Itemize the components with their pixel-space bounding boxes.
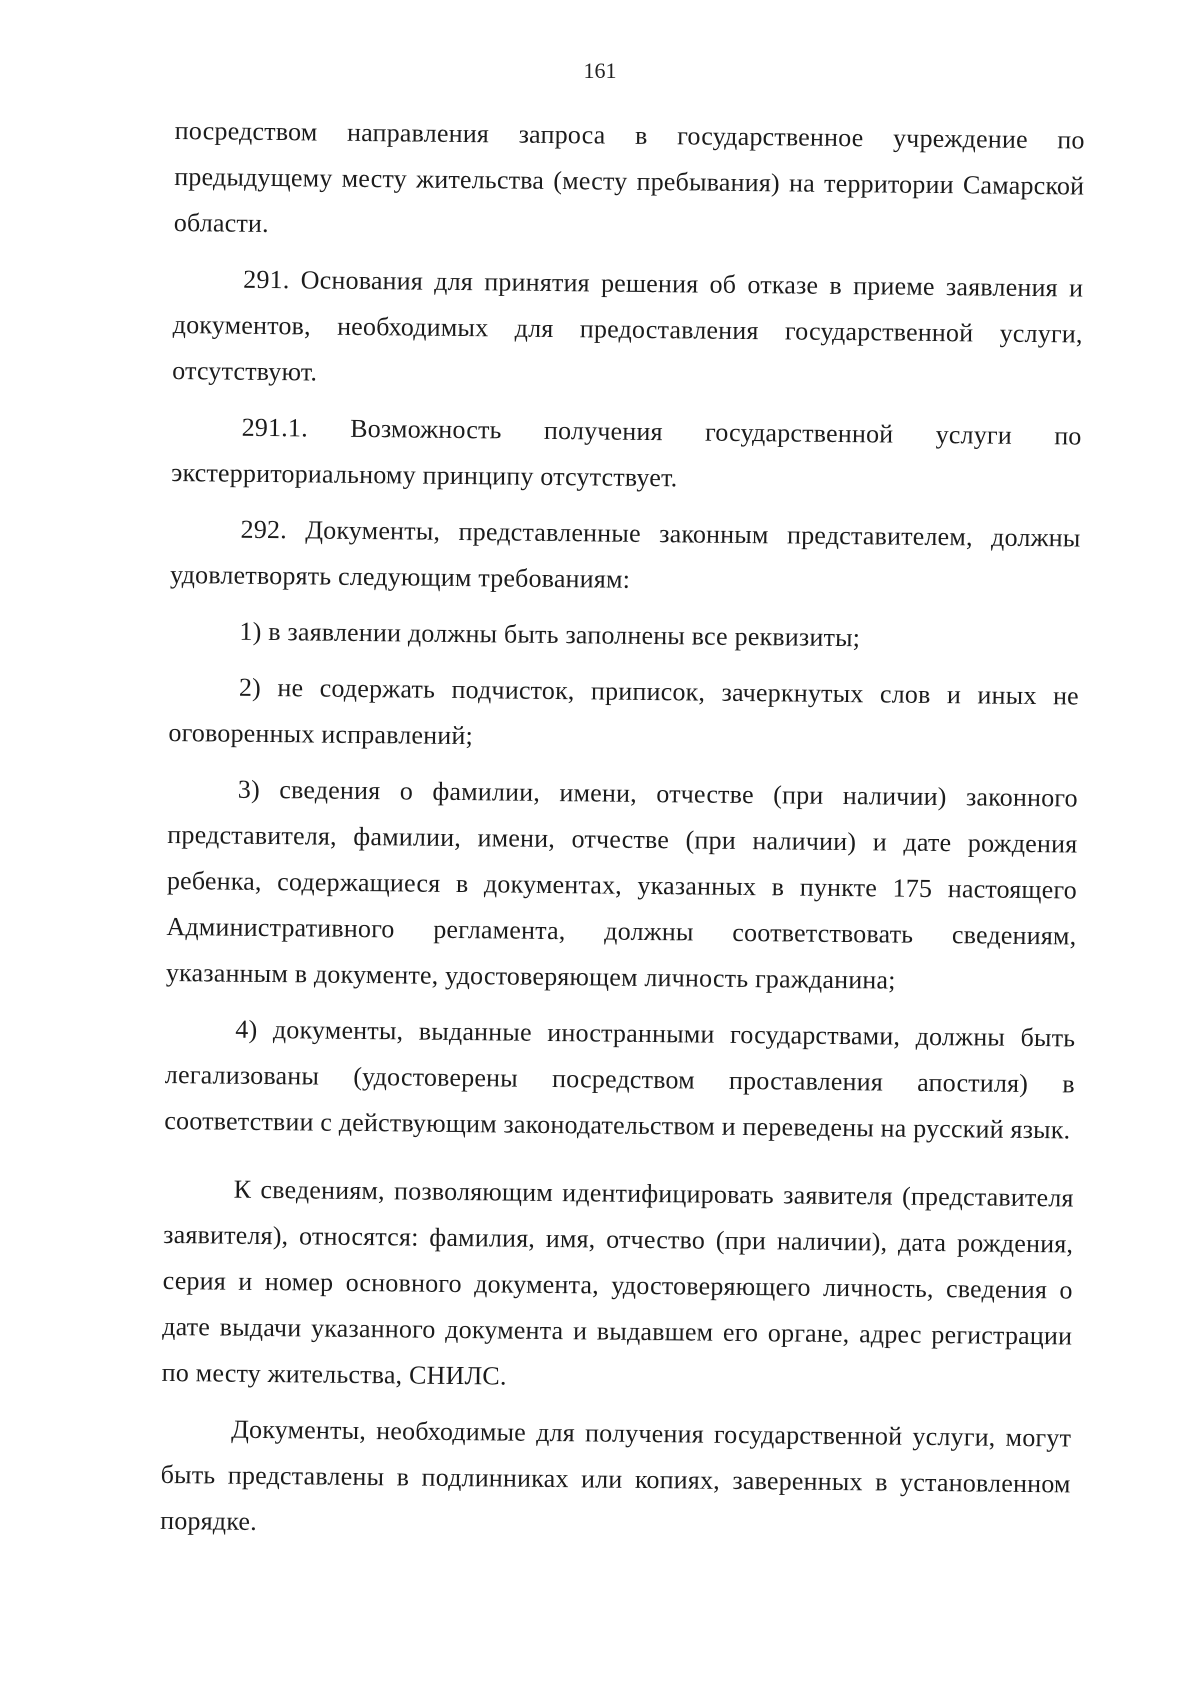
list-item-4: 4) документы, выданные иностранными государствами, должны быть легализованы (удостоверены посредством проставления апостиля) в соответствии с действующим законодательством и переведены на русский язык.: [164, 1014, 1076, 1145]
list-item-2: 2) не содержать подчисток, приписок, зачеркнутых слов и иных не оговоренных исправлений;: [168, 672, 1080, 751]
paragraph-continuation: посредством направления запроса в государственное учреждение по предыдущему месту жительства (месту пребывания) на территории Самарской области.: [173, 115, 1085, 238]
paragraph-documents-form: Документы, необходимые для получения государственной услуги, могут быть представлены в подлинниках или копиях, заверенных в установленном порядке.: [160, 1414, 1072, 1536]
document-body: [160, 108, 1085, 1563]
list-item-3: 3) сведения о фамилии, имени, отчестве (при наличии) законного представителя, фамилии, имени, отчестве (при наличии) и дате рождения ребенка, содержащиеся в документах, указанных в пункте 175 настоящего Административного регламента, должны соответствовать сведениям, указанным в документе, удостоверяющем личность гражданина;: [165, 774, 1078, 995]
paragraph-291-1: 291.1. Возможность получения государственной услуги по экстерриториальному принципу отсутствует.: [171, 412, 1082, 493]
paragraph-applicant-identification: К сведениям, позволяющим идентифицировать заявителя (представителя заявителя), относятся: фамилия, имя, отчество (при наличии), дата рождения, серия и номер основного документа, удостоверяющего личность, сведения о дате выдачи указанного документа и выдавшем его органе, адрес регистрации по месту жительства, СНИЛС.: [161, 1174, 1074, 1391]
page-number: 161: [583, 58, 617, 83]
paragraph-292: 292. Документы, представленные законным представителем, должны удовлетворять следующим требованиям:: [169, 514, 1081, 594]
paragraph-291: 291. Основания для принятия решения об отказе в приеме заявления и документов, необходимых для предоставления государственной услуги, отсутствуют.: [172, 264, 1084, 387]
list-item-1: 1) в заявлении должны быть заполнены все реквизиты;: [239, 616, 861, 653]
